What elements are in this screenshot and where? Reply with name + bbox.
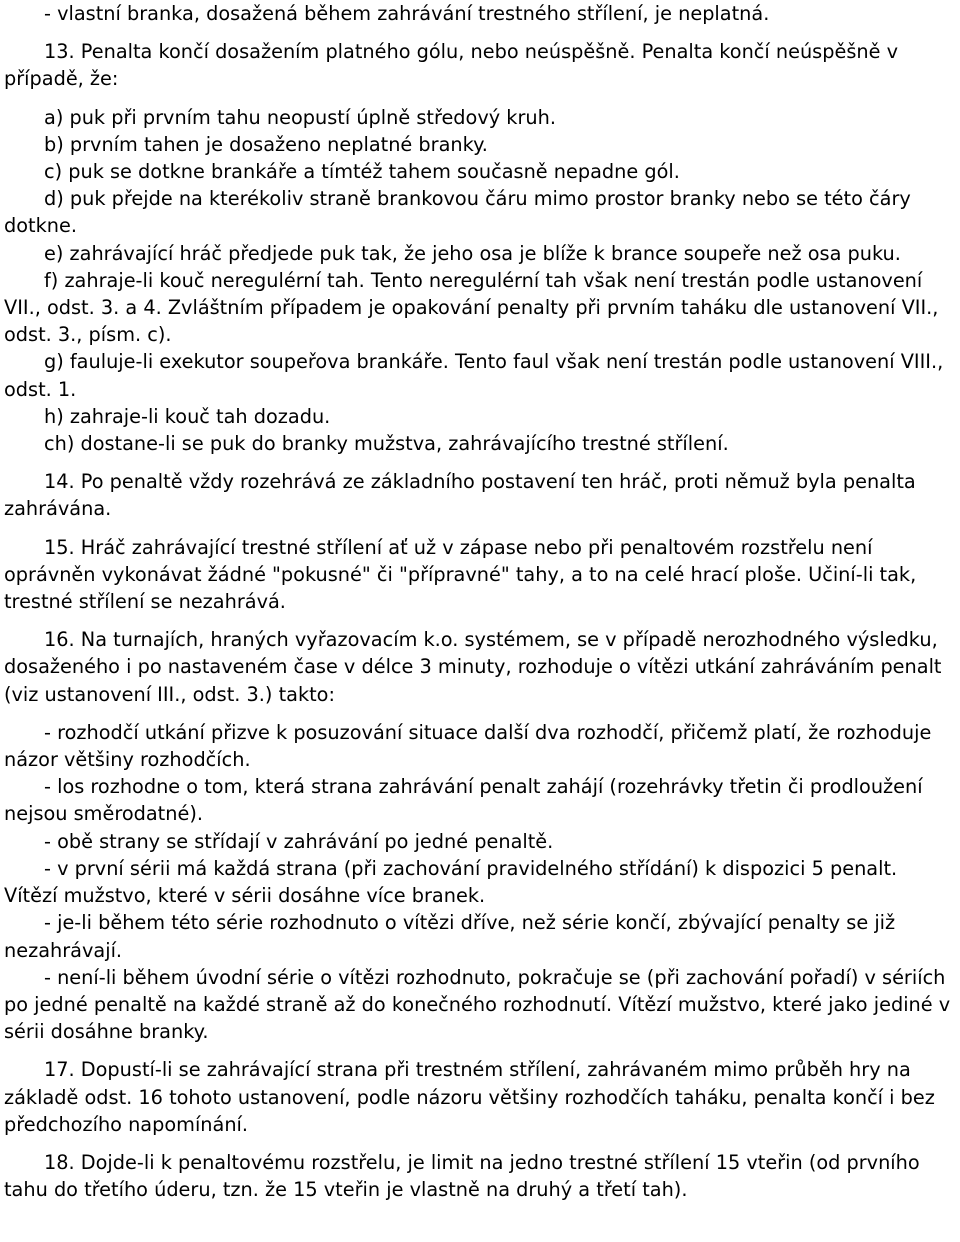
spacer — [4, 1045, 956, 1056]
list-item-g: g) fauluje-li exekutor soupeřova brankáře. Tento faul však není trestán podle ustanovení VIII., odst. 1. — [4, 350, 944, 401]
dash-item-sudden-death: - není-li během úvodní série o vítězi rozhodnuto, pokračuje se (při zachování pořadí) v sériích po jedné penaltě na každé straně až do konečného rozhodnutí. Vítězí mužstvo, které jako jediné v sérii dosáhne branky. — [4, 965, 951, 1044]
paragraph-16: 16. Na turnajích, hraných vyřazovacím k.o. systémem, se v případě nerozhodného výsledku, dosaženého i po nastaveném čase v délce 3 minuty, rozhoduje o vítězi utkání zahráváním penalt (viz ustanovení III., odst. 3.) takto: — [4, 628, 942, 706]
paragraph-own-goal: - vlastní branka, dosažená během zahrávání trestného střílení, je neplatná. — [44, 2, 770, 25]
spacer — [4, 708, 956, 719]
list-item-e: e) zahrávající hráč předjede puk tak, že jeho osa je blíže k brance soupeře než osa puku. — [44, 241, 901, 265]
spacer — [4, 27, 956, 38]
list-item-ch: ch) dostane-li se puk do branky mužstva, zahrávajícího trestné střílení. — [44, 432, 729, 456]
list-item-a: a) puk při prvním tahu neopustí úplně středový kruh. — [44, 105, 556, 129]
spacer — [4, 523, 956, 534]
dash-item-draw: - los rozhodne o tom, která strana zahrávání penalt zahájí (rozehrávky třetin či prodloužení nejsou směrodatné). — [4, 775, 923, 826]
list-item-c: c) puk se dotkne brankáře a tímtéž tahem současně nepadne gól. — [44, 160, 680, 184]
spacer — [4, 457, 956, 468]
paragraph-13: 13. Penalta končí dosažením platného gólu, nebo neúspěšně. Penalta končí neúspěšně v případě, že: — [4, 40, 898, 91]
paragraph-14: 14. Po penaltě vždy rozehrává ze základního postavení ten hráč, proti němuž byla penalta zahrávána. — [4, 470, 916, 521]
paragraph-18: 18. Dojde-li k penaltovému rozstřelu, je limit na jedno trestné střílení 15 vteřin (od prvního tahu do třetího úderu, tzn. že 15 vteřin je vlastně na druhý a třetí tah). — [4, 1150, 920, 1202]
list-item-h: h) zahraje-li kouč tah dozadu. — [44, 404, 331, 428]
spacer — [4, 615, 956, 626]
dash-item-early-decision: - je-li během této série rozhodnuto o vítězi dříve, než série končí, zbývající penalty se již nezahrávají. — [4, 911, 896, 962]
dash-item-referees: - rozhodčí utkání přizve k posuzování situace další dva rozhodčí, přičemž platí, že rozhoduje názor většiny rozhodčích. — [4, 720, 932, 772]
list-item-f: f) zahraje-li kouč neregulérní tah. Tento neregulérní tah však není trestán podle ustanovení VII., odst. 3. a 4. Zvláštním případem je opakování penalty při prvním taháku dle ustanovení VII., odst. 3., písm. c). — [4, 268, 939, 347]
paragraph-17: 17. Dopustí-li se zahrávající strana při trestném střílení, zahrávaném mimo průběh hry na základě odst. 16 tohoto ustanovení, podle názoru většiny rozhodčích taháku, penalta končí i bez předchozího napomínání. — [4, 1058, 935, 1136]
list-item-d: d) puk přejde na kterékoliv straně brankovou čáru mimo prostor branky nebo se této čáry dotkne. — [4, 187, 911, 238]
spacer — [4, 1138, 956, 1149]
spacer — [4, 93, 956, 104]
document-body — [4, 0, 956, 1203]
list-item-b: b) prvním tahen je dosaženo neplatné branky. — [44, 132, 488, 156]
paragraph-15: 15. Hráč zahrávající trestné střílení ať už v zápase nebo při penaltovém rozstřelu není oprávněn vykonávat žádné "pokusné" či "přípravné" tahy, a to na celé hrací ploše. Učiní-li tak, trestné střílení se nezahrává. — [4, 535, 917, 614]
dash-item-first-series: - v první sérii má každá strana (při zachování pravidelného střídání) k dispozici 5 penalt. Vítězí mužstvo, které v sérii dosáhne více branek. — [4, 856, 898, 908]
dash-item-alternate: - obě strany se střídají v zahrávání po jedné penaltě. — [44, 829, 554, 853]
